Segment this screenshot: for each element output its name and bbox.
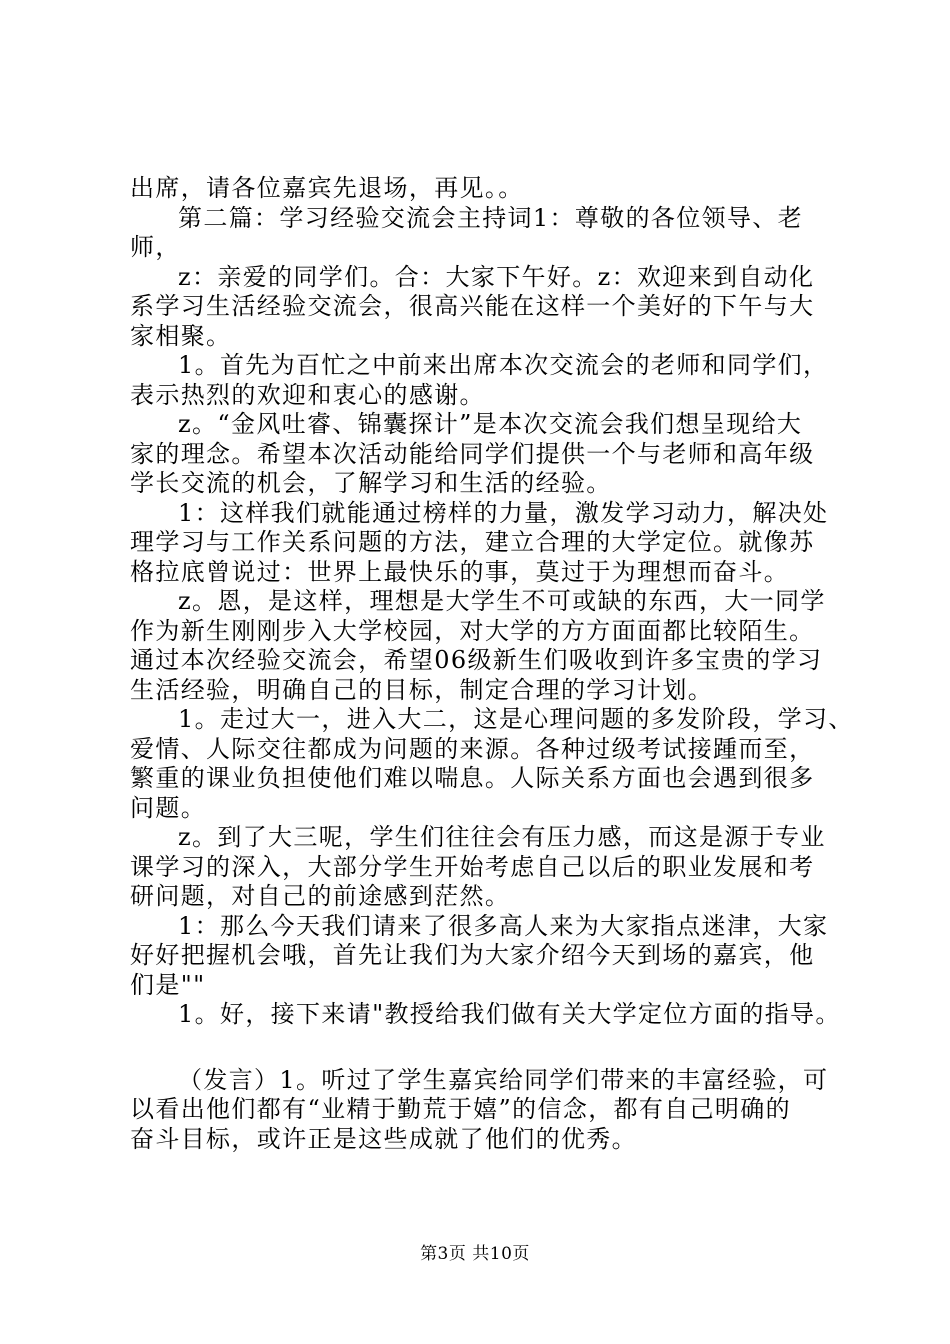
- text-line: 爱情、人际交往都成为问题的来源。各种过级考试接踵而至，: [130, 734, 815, 763]
- text-line: 1：那么今天我们请来了很多高人来为大家指点迷津，大家: [178, 911, 829, 940]
- text-line: 格拉底曾说过：世界上最快乐的事，莫过于为理想而奋斗。: [130, 557, 790, 586]
- text-line: 繁重的课业负担使他们难以喘息。人际关系方面也会遇到很多: [130, 764, 815, 792]
- text-line: 好好把握机会哦，首先让我们为大家介绍今天到场的嘉宾，他: [130, 941, 815, 969]
- text-line: 作为新生刚刚步入大学校园，对大学的方方面面都比较陌生。: [130, 616, 815, 645]
- text-line: z：亲爱的同学们。合：大家下午好。z：欢迎来到自动化: [178, 262, 815, 291]
- text-line: 表示热烈的欢迎和衷心的感谢。: [130, 380, 485, 409]
- text-line: 出席，请各位嘉宾先退场，再见。。: [130, 174, 524, 202]
- text-line: （发言）1。听过了学生嘉宾给同学们带来的丰富经验，可: [178, 1065, 829, 1094]
- text-line: 通过本次经验交流会，希望06级新生们吸收到许多宝贵的学习: [130, 646, 823, 674]
- text-line: 们是"": [130, 970, 206, 999]
- text-line: z。恩，是这样，理想是大学生不可或缺的东西，大一同学: [178, 587, 826, 615]
- text-line: 奋斗目标，或许正是这些成就了他们的优秀。: [130, 1124, 637, 1153]
- page-number-footer: 第3页 共10页: [420, 1244, 530, 1264]
- text-line: z。到了大三呢，学生们往往会有压力感，而这是源于专业: [178, 823, 826, 851]
- text-line: 课学习的深入，大部分学生开始考虑自己以后的职业发展和考: [130, 852, 815, 881]
- text-line: z。“金风吐睿、锦囊探计”是本次交流会我们想呈现给大: [178, 410, 803, 438]
- paragraph-gap: [130, 1030, 836, 1066]
- text-line: 1。走过大一，进入大二，这是心理问题的多发阶段，学习、: [178, 705, 854, 733]
- text-line: 1：这样我们就能通过榜样的力量，激发学习动力，解决处: [178, 498, 829, 527]
- text-line: 研问题，对自己的前途感到茫然。: [130, 882, 511, 910]
- text-line: 师，: [130, 233, 181, 261]
- text-line: 问题。: [130, 793, 207, 822]
- text-line: 家相聚。: [130, 321, 232, 350]
- text-line: 理学习与工作关系问题的方法，建立合理的大学定位。就像苏: [130, 528, 815, 556]
- text-line: 1。首先为百忙之中前来出席本次交流会的老师和同学们，: [178, 351, 829, 379]
- text-line: 第二篇：学习经验交流会主持词1：尊敬的各位领导、老: [178, 203, 804, 232]
- text-line: 1。好，接下来请"教授给我们做有关大学定位方面的指导。: [178, 1000, 841, 1028]
- text-line: 以看出他们都有“业精于勤荒于嬉”的信念，都有自己明确的: [130, 1095, 791, 1123]
- text-line: 系学习生活经验交流会，很高兴能在这样一个美好的下午与大: [130, 292, 815, 320]
- document-body: [130, 174, 854, 1154]
- text-line: 生活经验，明确自己的目标，制定合理的学习计划。: [130, 675, 714, 704]
- text-line: 家的理念。希望本次活动能给同学们提供一个与老师和高年级: [130, 439, 815, 468]
- text-line: 学长交流的机会，了解学习和生活的经验。: [130, 469, 612, 497]
